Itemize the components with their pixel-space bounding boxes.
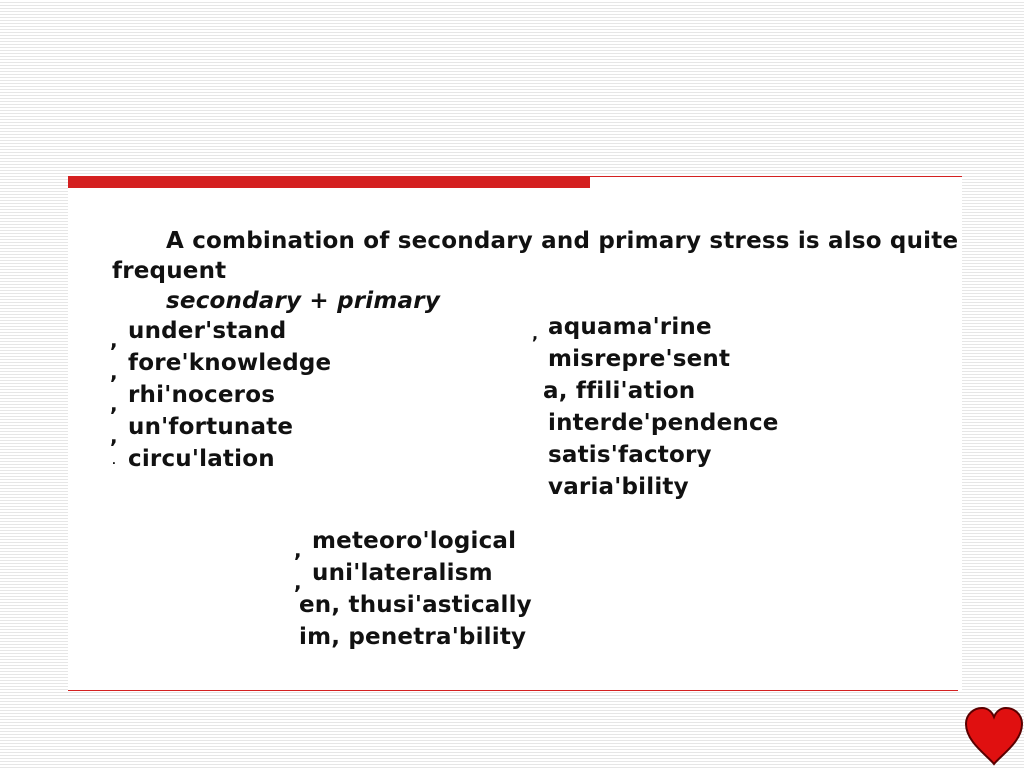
pattern-label: secondary + primary (166, 288, 441, 314)
secondary-stress-mark: , (294, 570, 302, 594)
secondary-stress-mark: . (112, 456, 116, 467)
word-item: im, penetra'bility (299, 624, 527, 650)
word-item: varia'bility (548, 474, 689, 500)
word-item: rhi'noceros (128, 382, 276, 408)
secondary-stress-mark: , (110, 360, 118, 384)
word-item: under'stand (128, 318, 287, 344)
secondary-stress-mark: , (532, 324, 539, 343)
word-item: a, ffili'ation (543, 378, 696, 404)
word-item: aquama'rine (548, 314, 712, 340)
word-item: fore'knowledge (128, 350, 332, 376)
word-item: en, thusi'astically (299, 592, 532, 618)
secondary-stress-mark: , (110, 328, 118, 352)
secondary-stress-mark: , (110, 392, 118, 416)
word-item: satis'factory (548, 442, 712, 468)
word-item: misrepre'sent (548, 346, 731, 372)
secondary-stress-mark: , (110, 424, 118, 448)
word-item: uni'lateralism (312, 560, 493, 586)
word-item: un'fortunate (128, 414, 294, 440)
secondary-stress-mark: , (294, 538, 302, 562)
word-item: interde'pendence (548, 410, 779, 436)
heart-icon[interactable] (962, 704, 1024, 768)
word-item: circu'lation (128, 446, 275, 472)
intro-text-line-2: frequent (112, 258, 227, 284)
intro-text-line-1: A combination of secondary and primary stress is also quite (166, 228, 959, 254)
word-item: meteoro'logical (312, 528, 517, 554)
